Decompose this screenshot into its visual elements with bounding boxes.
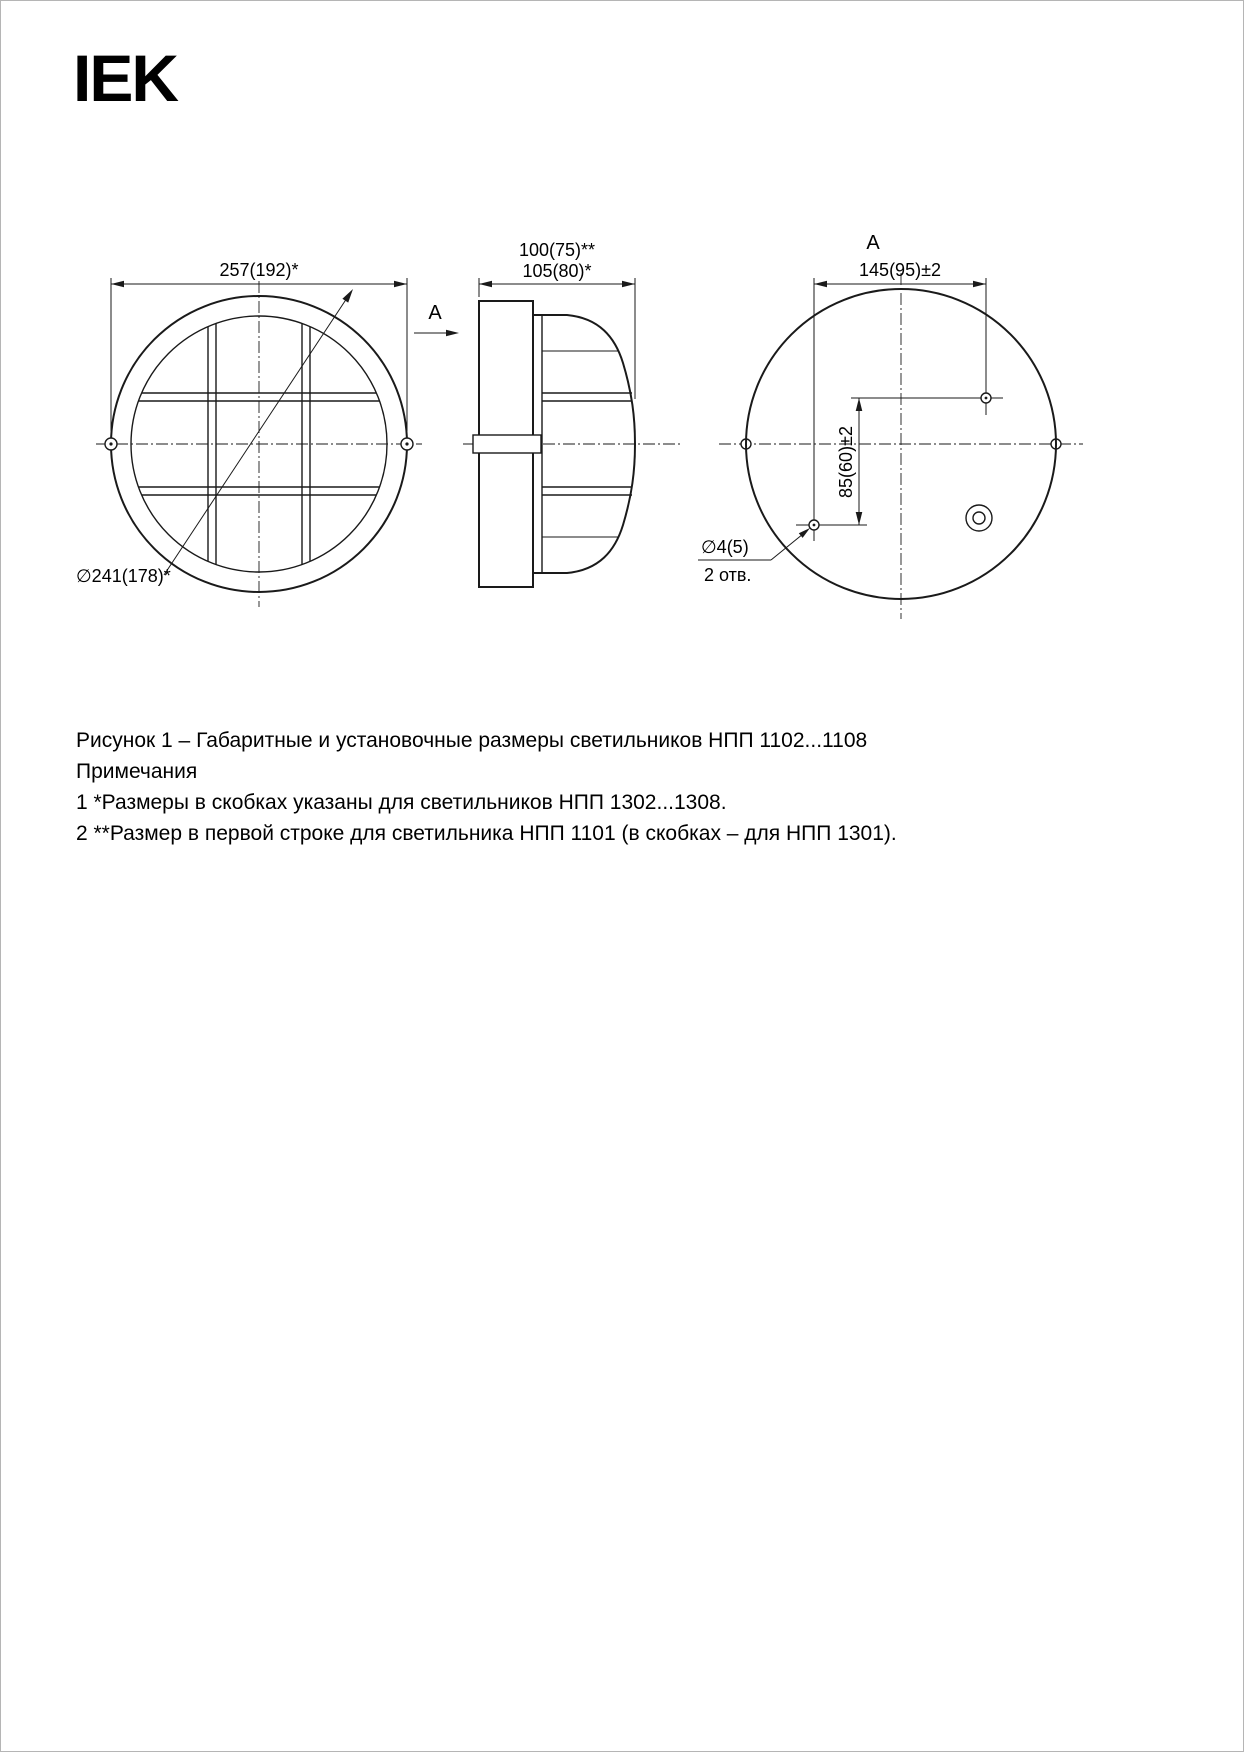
arrowhead (856, 512, 863, 525)
latch-screw-left-dot (109, 442, 112, 445)
dimension-hole-spacing-horizontal (814, 260, 986, 287)
dim-diameter-text: ∅241(178)* (76, 566, 171, 586)
mounting-hole-lower-dot (813, 524, 816, 527)
front-view (76, 260, 422, 607)
arrowhead (856, 398, 863, 411)
arrowhead (622, 281, 635, 288)
dim-hole-spacing-h-text: 145(95)±2 (859, 260, 941, 280)
back-view (698, 232, 1083, 619)
cable-entry-inner (973, 512, 985, 524)
note-2: 2 **Размер в первой строке для светильника НПП 1101 (в скобках – для НПП 1301). (76, 822, 897, 845)
leader-line (771, 534, 803, 560)
arrowhead (479, 281, 492, 288)
arrowhead (394, 281, 407, 288)
hole-count-text: 2 отв. (704, 565, 752, 585)
notes-title: Примечания (76, 760, 198, 783)
dimension-diameter (76, 289, 353, 586)
back-view-label: А (866, 232, 880, 254)
side-clamp-band (473, 435, 541, 453)
dimension-hole-spacing-vertical (836, 398, 862, 525)
cable-entry-outer (966, 505, 992, 531)
dim-depth-text-line1: 100(75)** (518, 240, 596, 260)
dim-depth-text-line2: 105(80)* (522, 261, 592, 281)
view-direction-marker (414, 302, 459, 336)
note-1: 1 *Размеры в скобках указаны для светильников НПП 1302...1308. (76, 791, 727, 814)
side-view (463, 240, 681, 587)
hole-diameter-text: ∅4(5) (701, 537, 749, 557)
dim-hole-spacing-v-text: 85(60)±2 (836, 426, 856, 498)
dim-width-text: 257(192)* (219, 260, 299, 280)
dimension-drawing (1, 1, 1244, 661)
arrowhead (342, 289, 353, 303)
arrowhead (814, 281, 827, 288)
latch-screw-right-dot (405, 442, 408, 445)
leader-line (164, 298, 347, 575)
arrowhead (973, 281, 986, 288)
mounting-hole-upper-dot (985, 397, 988, 400)
arrowhead (111, 281, 124, 288)
figure-caption: Рисунок 1 – Габаритные и установочные размеры светильников НПП 1102...1108 (76, 729, 868, 752)
view-arrow-label: А (428, 302, 442, 324)
iek-logo: IEK (73, 41, 178, 115)
arrowhead (446, 330, 459, 337)
